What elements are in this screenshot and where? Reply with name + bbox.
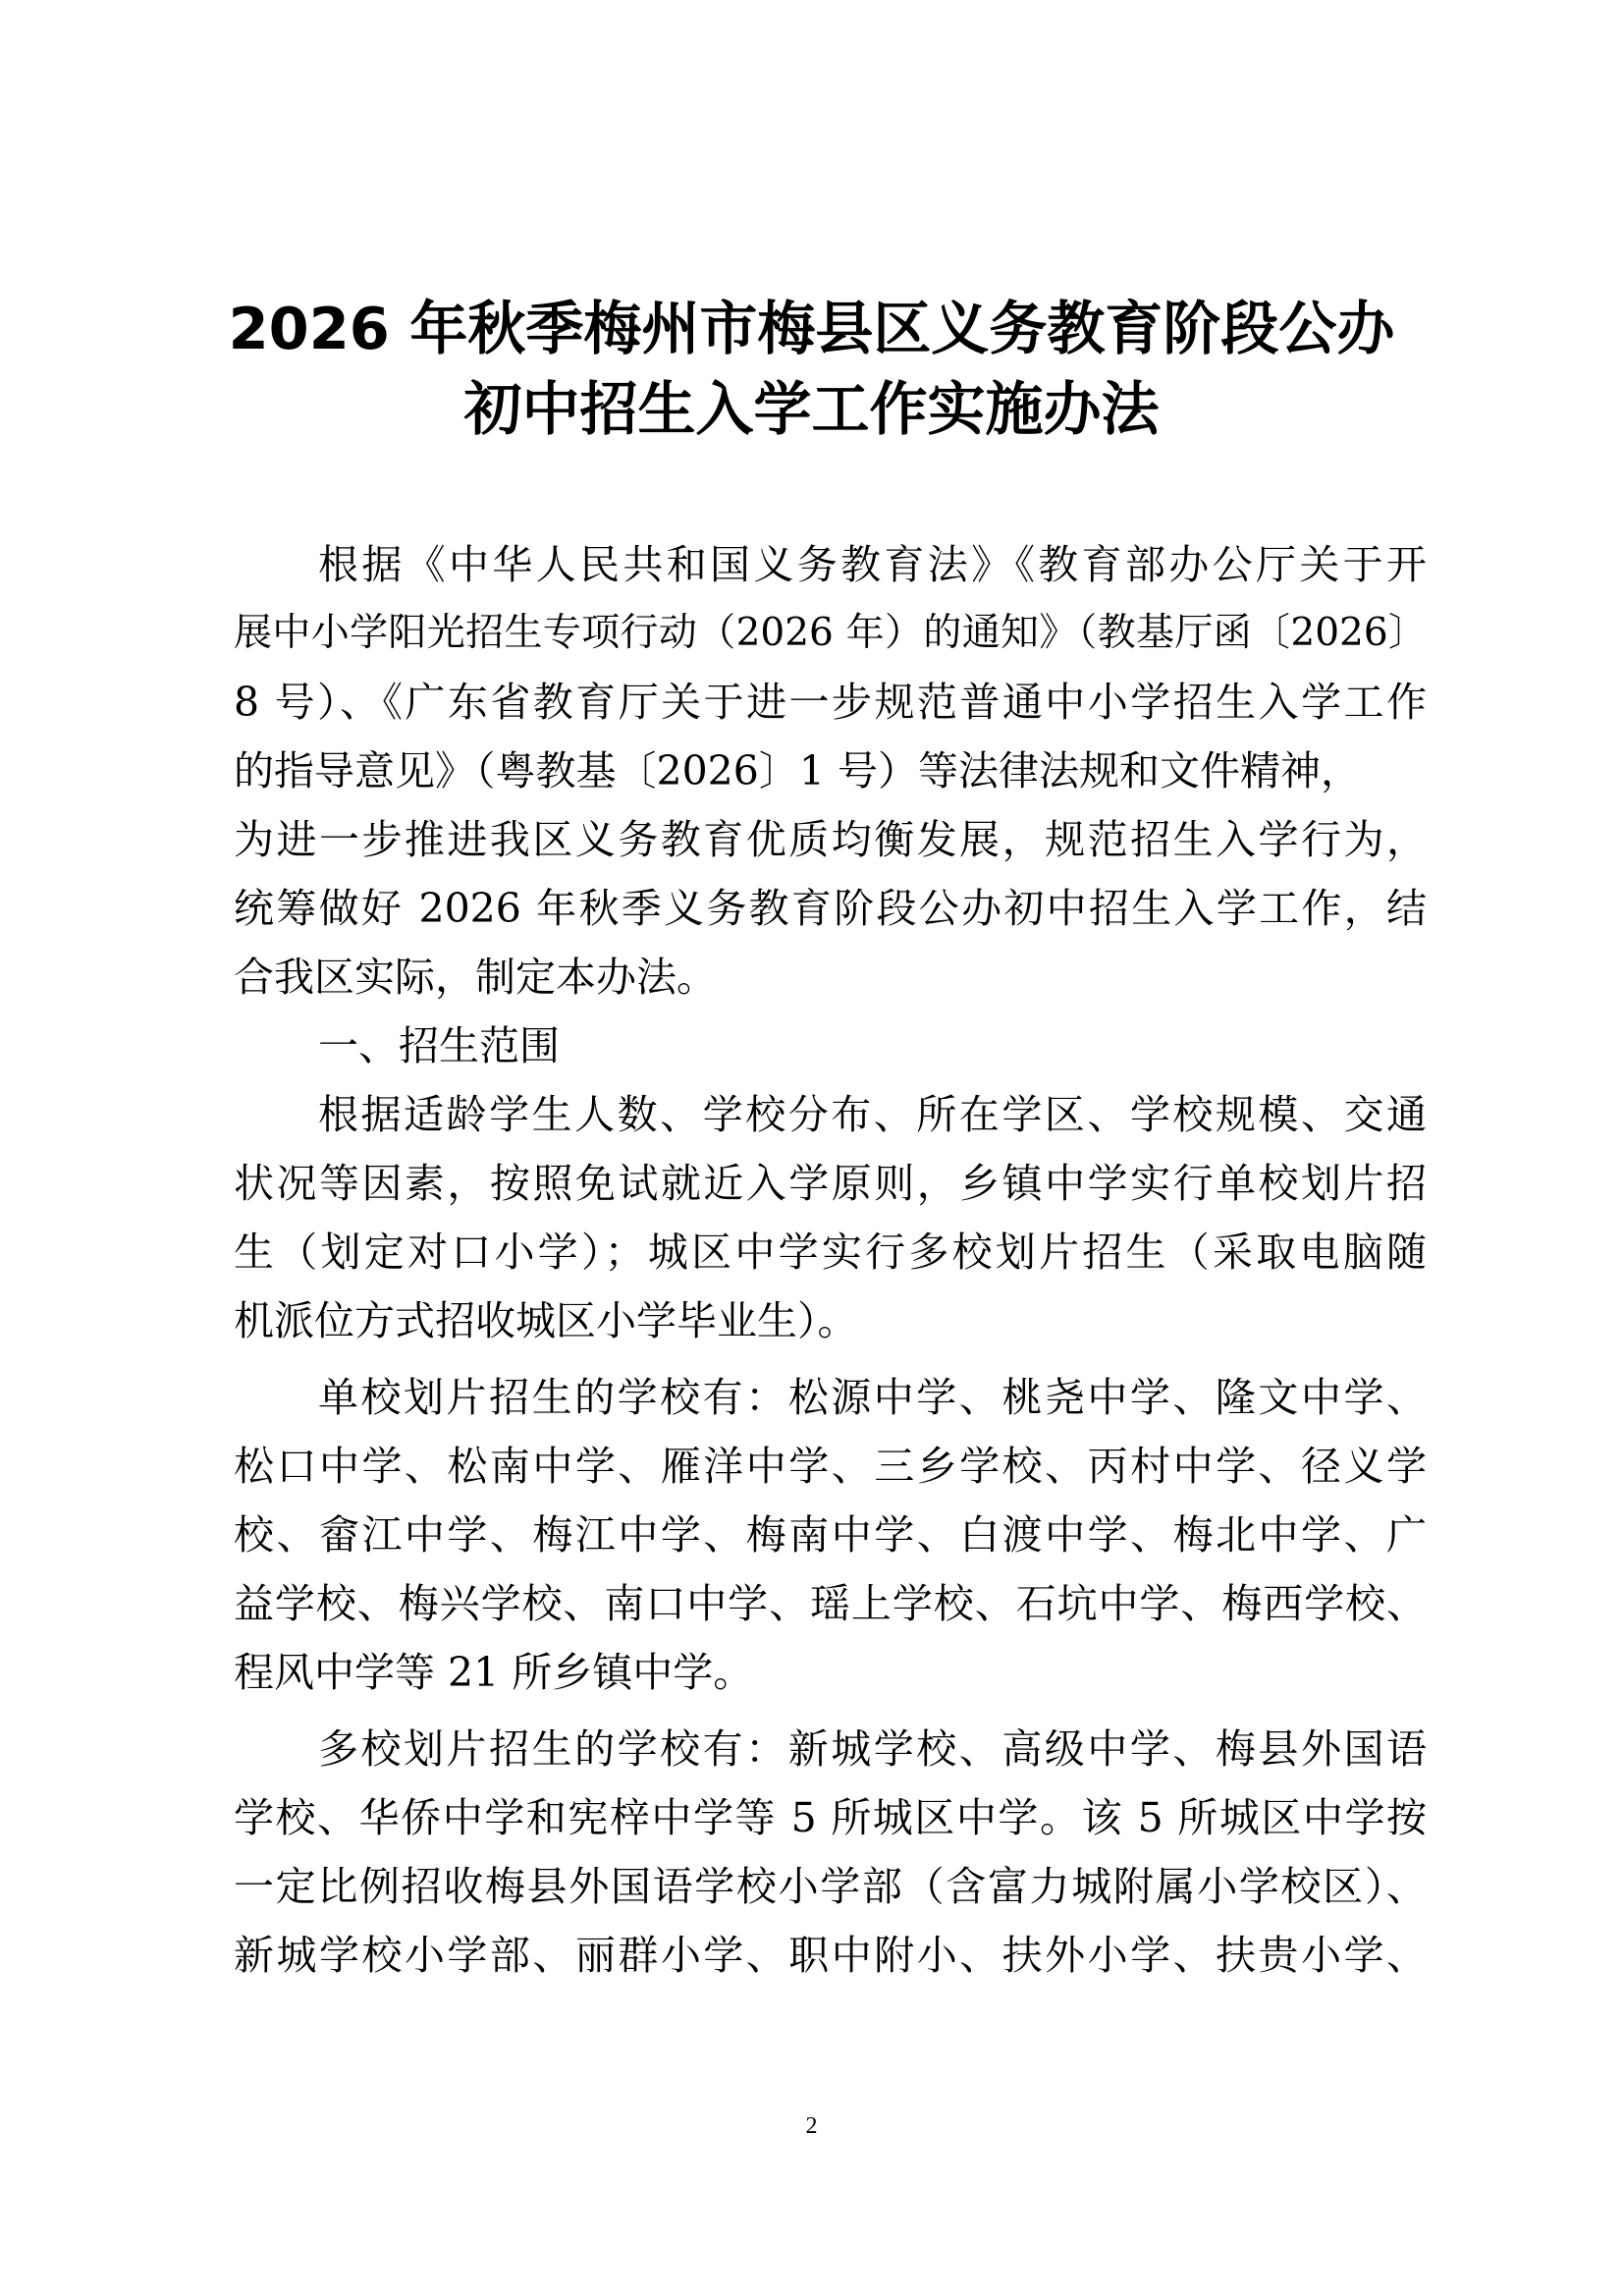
paragraph-2-line: 生（划定对口小学）；城区中学实行多校划片招生（采取电脑随 (234, 1229, 1427, 1276)
paragraph-1-line: 为进一步推进我区义务教育优质均衡发展，规范招生入学行为， (234, 816, 1427, 863)
paragraph-1-line: 合我区实际，制定本办法。 (234, 954, 717, 1001)
paragraph-2-line: 根据适龄学生人数、学校分布、所在学区、学校规模、交通 (318, 1091, 1427, 1138)
paragraph-1-line: 展中小学阳光招生专项行动（2026 年）的通知》（教基厅函〔2026〕 (234, 611, 1427, 655)
section-heading: 一、招生范围 (318, 1022, 560, 1069)
document-title-line-1: 2026 年秋季梅州市梅县区义务教育阶段公办 (228, 295, 1395, 362)
paragraph-2-line: 机派位方式招收城区小学毕业生）。 (234, 1297, 858, 1344)
paragraph-1-line: 8 号）、《广东省教育厅关于进一步规范普通中小学招生入学工作 (234, 679, 1427, 726)
paragraph-3-line: 松口中学、松南中学、雁洋中学、三乡学校、丙村中学、径义学 (234, 1443, 1427, 1490)
page-number: 2 (805, 2113, 818, 2139)
paragraph-4-line: 新城学校小学部、丽群小学、职中附小、扶外小学、扶贵小学、 (234, 1932, 1427, 1979)
document-title-line-2: 初中招生入学工作实施办法 (463, 375, 1160, 443)
paragraph-3-line: 程风中学等 21 所乡镇中学。 (234, 1649, 754, 1696)
paragraph-1-line: 根据《中华人民共和国义务教育法》《教育部办公厅关于开 (318, 541, 1427, 588)
paragraph-3-line: 校、畲江中学、梅江中学、梅南中学、白渡中学、梅北中学、广 (234, 1511, 1427, 1558)
paragraph-1-line: 统筹做好 2026 年秋季义务教育阶段公办初中招生入学工作，结 (234, 885, 1427, 932)
paragraph-2-line: 状况等因素，按照免试就近入学原则，乡镇中学实行单校划片招 (234, 1160, 1427, 1207)
paragraph-4-line: 一定比例招收梅县外国语学校小学部（含富力城附属小学校区）、 (234, 1863, 1427, 1910)
paragraph-4-line: 多校划片招生的学校有：新城学校、高级中学、梅县外国语 (318, 1725, 1427, 1773)
paragraph-1-line: 的指导意见》（粤教基〔2026〕1 号）等法律法规和文件精神， (234, 747, 1361, 794)
paragraph-4-line: 学校、华侨中学和宪梓中学等 5 所城区中学。该 5 所城区中学按 (234, 1794, 1427, 1841)
paragraph-3-line: 单校划片招生的学校有：松源中学、桃尧中学、隆文中学、 (318, 1374, 1427, 1421)
paragraph-3-line: 益学校、梅兴学校、南口中学、瑶上学校、石坑中学、梅西学校、 (234, 1580, 1427, 1627)
